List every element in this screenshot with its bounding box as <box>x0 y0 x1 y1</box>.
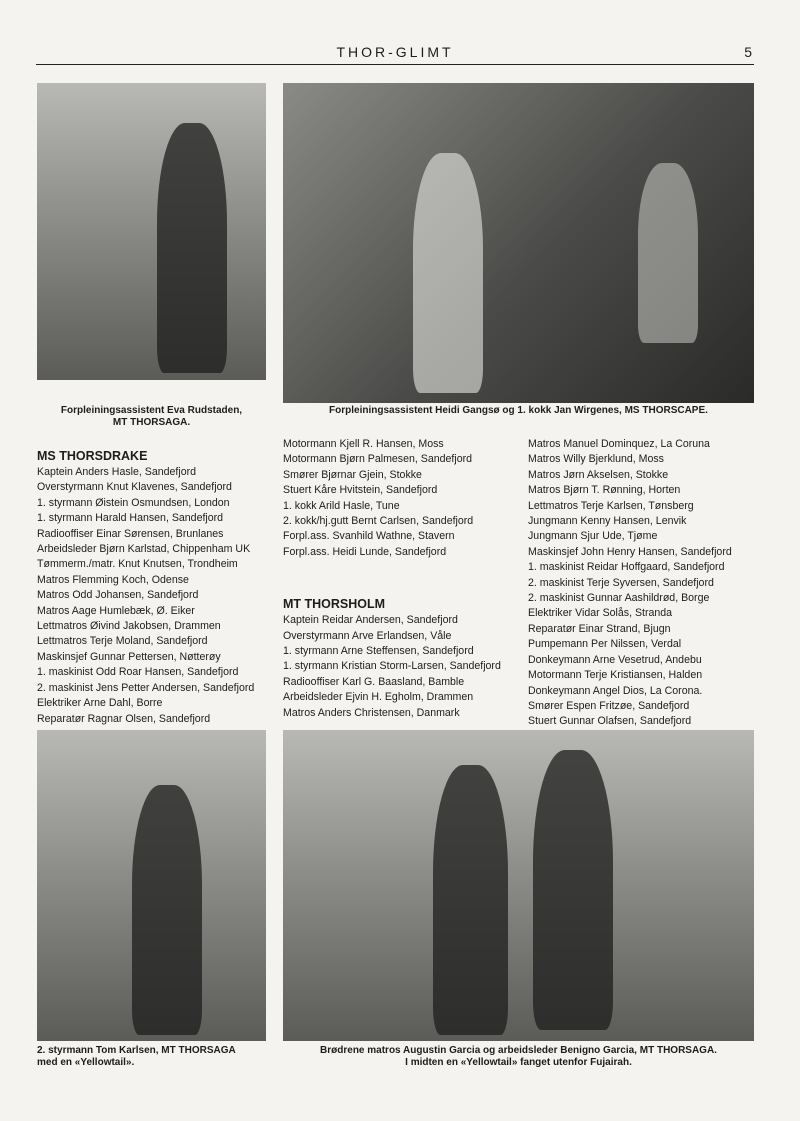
person-silhouette <box>433 765 508 1035</box>
crew-entry: Overstyrmann Arve Erlandsen, Våle <box>283 629 452 642</box>
crew-column-left <box>37 448 272 727</box>
magazine-title: THOR-GLIMT <box>336 44 454 60</box>
crew-entry: 2. kokk/hj.gutt Bernt Carlsen, Sandefjord <box>283 515 474 528</box>
photo-garcia-brothers <box>283 730 754 1041</box>
crew-entry: Overstyrmann Knut Klavenes, Sandefjord <box>37 481 232 494</box>
photo-tom-karlsen <box>37 730 266 1041</box>
crew-entry: 1. styrmann Kristian Storm-Larsen, Sandefjord <box>283 660 501 673</box>
crew-entry: 1. maskinist Reidar Hoffgaard, Sandefjord <box>528 561 725 574</box>
crew-entry: Maskinsjef Gunnar Pettersen, Nøtterøy <box>37 650 221 663</box>
photo-eva-rudstaden <box>37 83 266 380</box>
page-header <box>36 44 754 65</box>
crew-entry: Forpl.ass. Svanhild Wathne, Stavern <box>283 530 455 543</box>
crew-entry: Reparatør Ragnar Olsen, Sandefjord <box>37 712 211 725</box>
crew-entry: Motormann Kjell R. Hansen, Moss <box>283 438 444 450</box>
crew-entry: Lettmatros Terje Karlsen, Tønsberg <box>528 499 694 512</box>
crew-entry: Elektriker Arne Dahl, Borre <box>37 697 163 710</box>
crew-entry: Reparatør Einar Strand, Bjugn <box>528 622 671 635</box>
crew-entry: Jungmann Kenny Hansen, Lenvik <box>528 515 687 528</box>
crew-entry: 1. maskinist Odd Roar Hansen, Sandefjord <box>37 666 239 679</box>
crew-entry: 2. maskinist Jens Petter Andersen, Sandefjord <box>37 681 255 694</box>
crew-entry: Matros Willy Bjerklund, Moss <box>528 453 664 466</box>
crew-entry: 1. styrmann Arne Steffensen, Sandefjord <box>283 645 474 658</box>
ship-heading-thorsholm: MT THORSHOLM <box>283 597 386 612</box>
crew-entry: Matros Manuel Dominquez, La Coruna <box>528 438 710 450</box>
photo-galley-heidi-jan <box>283 83 754 403</box>
crew-entry: Pumpemann Per Nilssen, Verdal <box>528 638 682 651</box>
person-silhouette <box>413 153 483 393</box>
crew-entry: Stuert Gunnar Olafsen, Sandefjord <box>528 715 692 728</box>
crew-entry: Matros Flemming Koch, Odense <box>37 573 189 586</box>
crew-entry: 1. styrmann Harald Hansen, Sandefjord <box>37 512 224 525</box>
crew-entry: 1. kokk Arild Hasle, Tune <box>283 499 400 512</box>
crew-entry: Matros Aage Humlebæk, Ø. Eiker <box>37 604 195 617</box>
crew-entry: Forpl.ass. Heidi Lunde, Sandefjord <box>283 545 447 558</box>
crew-entry: Lettmatros Terje Moland, Sandefjord <box>37 635 208 648</box>
crew-entry: Lettmatros Øivind Jakobsen, Drammen <box>37 620 221 633</box>
crew-entry: Matros Anders Christensen, Danmark <box>283 706 460 719</box>
crew-entry: Donkeymann Arne Vesetrud, Andebu <box>528 653 702 666</box>
caption-tom-karlsen: 2. styrmann Tom Karlsen, MT THORSAGA med en «Yellowtail». <box>37 1045 236 1068</box>
crew-entry: Motormann Terje Kristiansen, Halden <box>528 669 703 682</box>
crew-entry: Smører Bjørnar Gjein, Stokke <box>283 468 422 481</box>
person-silhouette <box>157 123 227 373</box>
crew-entry: Arbeidsleder Ejvin H. Egholm, Drammen <box>283 691 474 704</box>
person-silhouette <box>132 785 202 1035</box>
crew-entry: Smører Espen Fritzøe, Sandefjord <box>528 699 690 712</box>
crew-entry: Donkeymann Angel Dios, La Corona. <box>528 684 703 697</box>
crew-entry: Radiooffiser Karl G. Baasland, Bamble <box>283 675 465 688</box>
caption-eva: Forpleiningsassistent Eva Rudstaden, MT THORSAGA. <box>60 405 243 428</box>
person-silhouette <box>533 750 613 1030</box>
crew-entry: Kaptein Anders Hasle, Sandefjord <box>37 466 197 478</box>
crew-entry: Stuert Kåre Hvitstein, Sandefjord <box>283 484 438 497</box>
crew-entry: Kaptein Reidar Andersen, Sandefjord <box>283 614 458 627</box>
ship-heading-thorsdrake: MS THORSDRAKE <box>37 449 148 463</box>
crew-column-right <box>528 437 754 730</box>
crew-entry: Matros Jørn Akselsen, Stokke <box>528 468 669 481</box>
caption-heidi-jan: Forpleiningsassistent Heidi Gangsø og 1. kokk Jan Wirgenes, MS THORSCAPE. <box>329 405 708 416</box>
caption-garcia: Brødrene matros Augustin Garcia og arbeidsleder Benigno Garcia, MT THORSAGA. I midten en «Yellowtail» fanget utenfor Fujairah. <box>320 1045 717 1068</box>
crew-entry: Radiooffiser Einar Sørensen, Brunlanes <box>37 527 224 540</box>
crew-entry: Motormann Bjørn Palmesen, Sandefjord <box>283 453 473 466</box>
crew-entry: Arbeidsleder Bjørn Karlstad, Chippenham UK <box>37 543 251 556</box>
page-number: 5 <box>744 44 752 60</box>
crew-entry: Elektriker Vidar Solås, Stranda <box>528 607 673 620</box>
crew-entry: Tømmerm./matr. Knut Knutsen, Trondheim <box>37 558 238 571</box>
crew-entry: 2. maskinist Terje Syversen, Sandefjord <box>528 576 714 589</box>
crew-entry: Matros Odd Johansen, Sandefjord <box>37 589 199 602</box>
crew-entry: Matros Bjørn T. Rønning, Horten <box>528 484 681 497</box>
crew-entry: 1. styrmann Øistein Osmundsen, London <box>37 496 230 509</box>
crew-column-middle <box>283 437 523 721</box>
person-silhouette <box>638 163 698 343</box>
crew-entry: Maskinsjef John Henry Hansen, Sandefjord <box>528 545 732 558</box>
crew-entry: Jungmann Sjur Ude, Tjøme <box>528 530 658 543</box>
crew-entry: 2. maskinist Gunnar Aashildrød, Borge <box>528 592 710 605</box>
